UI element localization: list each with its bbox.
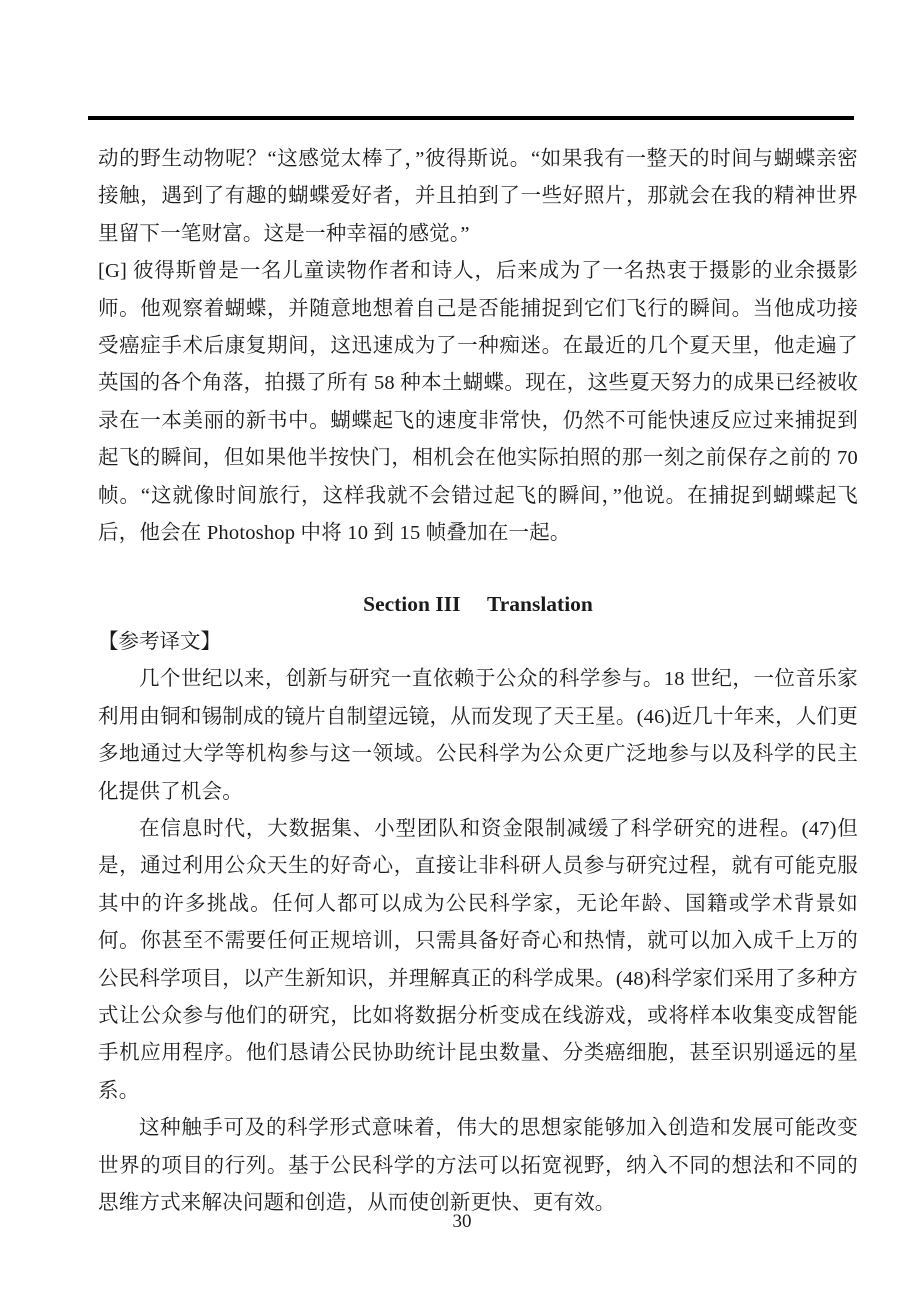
paragraph-option-g: [G] 彼得斯曾是一名儿童读物作者和诗人，后来成为了一名热衷于摄影的业余摄影师。他观察着蝴蝶，并随意地想着自己是否能捕捉到它们飞行的瞬间。当他成功接受癌症手术后康复期间，这迅速成为了一种痴迷。在最近的几个夏天里，他走遍了英国的各个角落，拍摄了所有 58 种本土蝴蝶。现在，这些夏天努力的成果已经被收录在一本美丽的新书中。蝴蝶起飞的速度非常快，仍然不可能快速反应过来捕捉到起飞的瞬间，但如果他半按快门，相机会在他实际拍照的那一刻之前保存之前的 70 帧。“这就像时间旅行，这样我就不会错过起飞的瞬间，”他说。在捕捉到蝴蝶起飞后，他会在 Photoshop 中将 10 到 15 帧叠加在一起。 bbox=[98, 260, 858, 545]
page-number: 30 bbox=[452, 1211, 472, 1232]
translation-paragraph-1: 几个世纪以来，创新与研究一直依赖于公众的科学参与。18 世纪，一位音乐家利用由铜和锡制成的镜片自制望远镜，从而发现了天王星。(46)近几十年来，人们更多地通过大学等机构参与这一领域。公民科学为公众更广泛地参与以及科学的民主化提供了机会。 bbox=[98, 668, 858, 803]
header-rule bbox=[88, 116, 854, 120]
paragraph-reading-quote: 动的野生动物呢？“这感觉太棒了，”彼得斯说。“如果我有一整天的时间与蝴蝶亲密接触，遇到了有趣的蝴蝶爱好者，并且拍到了一些好照片，那就会在我的精神世界里留下一笔财富。这是一种幸福的感觉。” bbox=[98, 148, 858, 245]
reference-translation-label: 【参考译文】 bbox=[98, 630, 221, 653]
translation-paragraph-2: 在信息时代，大数据集、小型团队和资金限制减缓了科学研究的进程。(47)但是，通过利用公众天生的好奇心，直接让非科研人员参与研究过程，就有可能克服其中的许多挑战。任何人都可以成为公民科学家，无论年龄、国籍或学术背景如何。你甚至不需要任何正规培训，只需具备好奇心和热情，就可以加入成千上万的公民科学项目，以产生新知识，并理解真正的科学成果。(48)科学家们采用了多种方式让公众参与他们的研究，比如将数据分析变成在线游戏，或将样本收集变成智能手机应用程序。他们恳请公民协助统计昆虫数量、分类癌细胞，甚至识别遥远的星系。 bbox=[98, 817, 858, 1102]
translation-paragraph-3: 这种触手可及的科学形式意味着，伟大的思想家能够加入创造和发展可能改变世界的项目的行列。基于公民科学的方法可以拓宽视野，纳入不同的想法和不同的思维方式来解决问题和创造，从而使创新更快、更有效。 bbox=[98, 1117, 858, 1214]
section-heading: Section III Translation bbox=[363, 592, 593, 617]
page-content bbox=[98, 141, 858, 1222]
